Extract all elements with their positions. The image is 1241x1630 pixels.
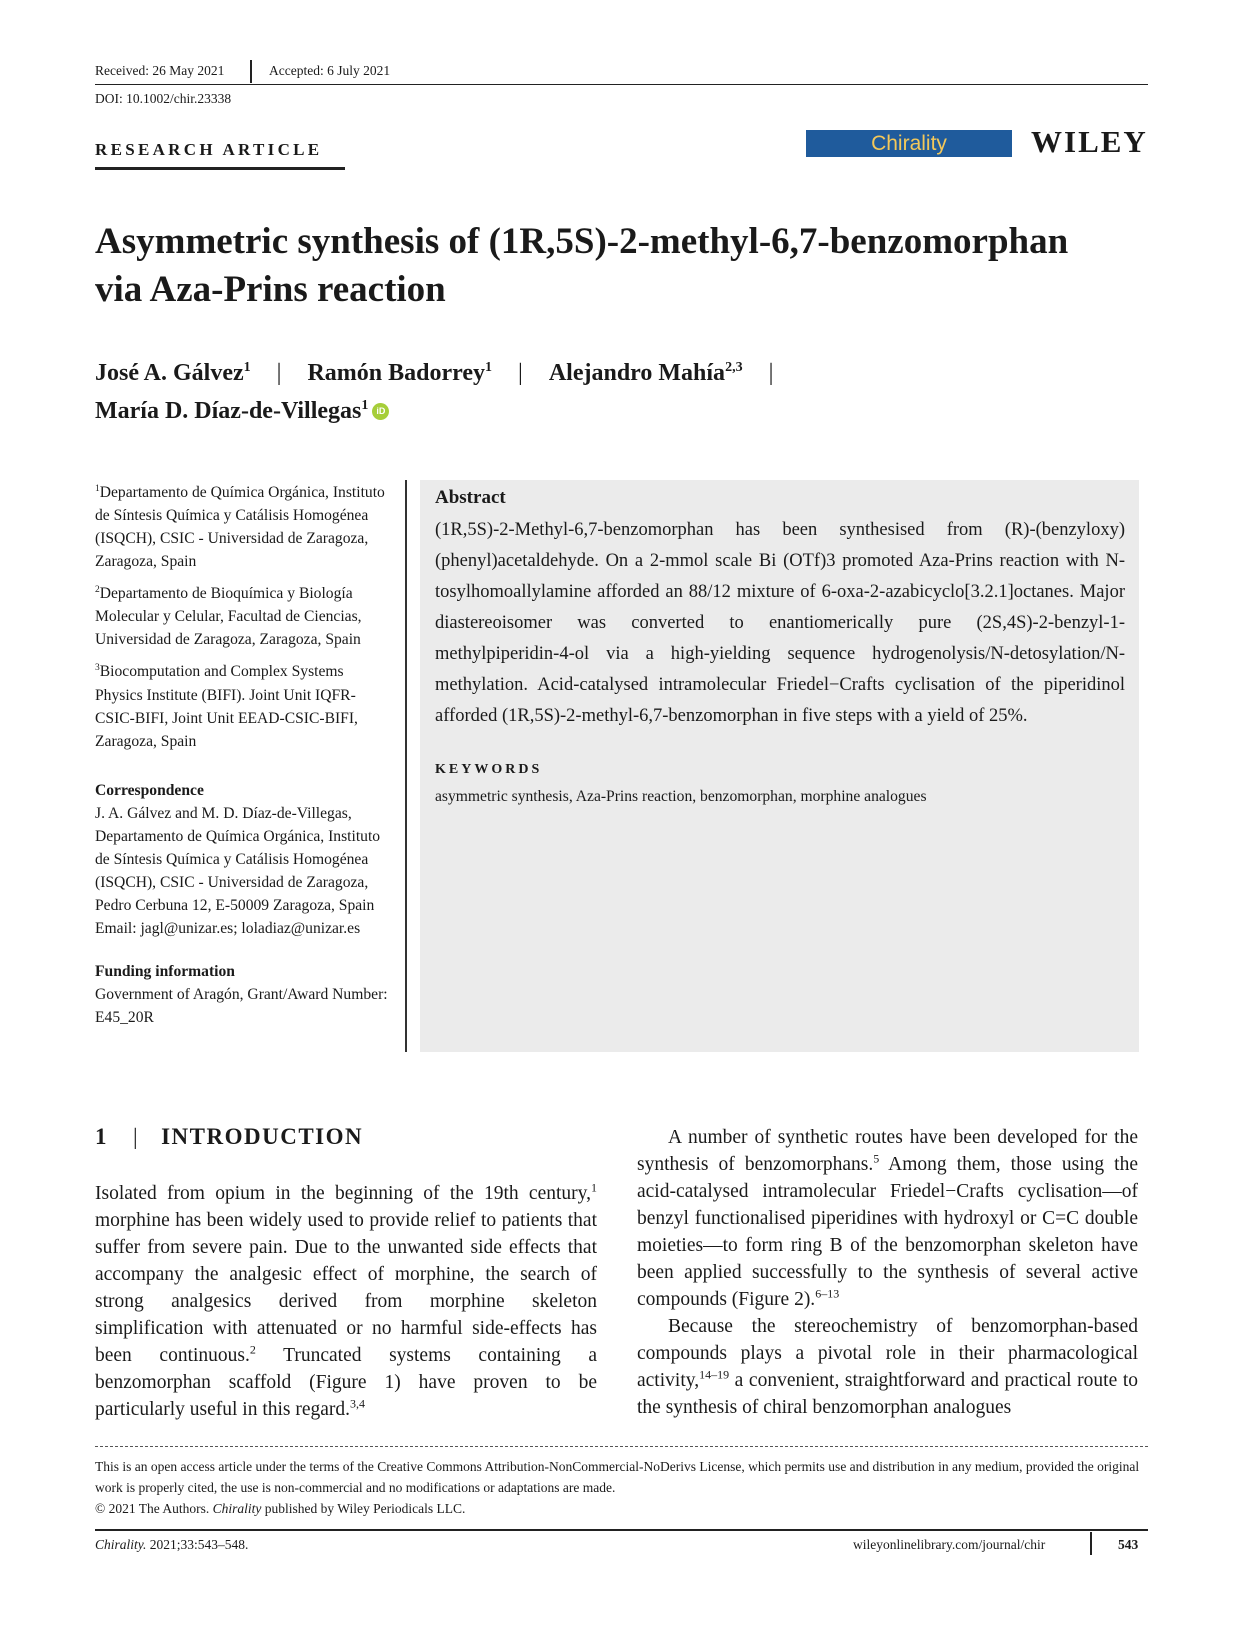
author-affiliation: 1 — [361, 398, 369, 413]
section-heading: 1 | INTRODUCTION — [95, 1124, 364, 1149]
paragraph: A number of synthetic routes have been developed for the synthesis of benzomorphans.$^5$ Among them, those using the acid-catalysed intramolecular Friedel−Crafts cyclisation—of benzyl functionalised piperidines with hydroxyl or C=C double moieties—to form ring B of the benzomorphan skeleton have been applied successfully to the synthesis of several active compounds (Figure 2).$^{6-13}$ — [637, 1127, 1139, 1310]
affiliation: $^2$Departamento de Bioquímica y Biología Molecular y Celular, Facultad de Ciencias, Universidad de Zaragoza, Zaragoza, Spain — [95, 585, 362, 649]
funding-text: Government of Aragón, Grant/Award Number: E45_20R — [95, 985, 388, 1026]
column-divider — [405, 480, 407, 1052]
footer-rule — [95, 1529, 1148, 1531]
orcid-icon[interactable]: iD — [372, 403, 389, 420]
body-column-2 — [637, 1124, 1138, 1421]
body-column-1 — [95, 1180, 597, 1423]
citation[interactable]: 6–13 — [815, 1286, 840, 1301]
citation[interactable]: 2 — [249, 1342, 256, 1357]
correspondence-email[interactable]: Email: jagl@unizar.es; loladiaz@unizar.es — [95, 919, 361, 937]
funding-label: Funding information — [95, 962, 235, 980]
author-list: José A. Gálvez$^1$ | Ramón Badorrey$^1$ | Alejandro Mahía$^{2,3}$ | — [95, 360, 774, 386]
doi[interactable]: DOI: 10.1002/chir.23338 — [95, 91, 232, 106]
article-type-underline — [95, 167, 345, 170]
author-affiliation: 1 — [485, 360, 493, 375]
paragraph: Because the stereochemistry of benzomorphan-based compounds plays a pivotal role in their pharmacological activity,$^{14-19}$ a convenient, straightforward and practical route to the synthesis of chiral benzomorphan analogues — [637, 1316, 1138, 1418]
header-divider — [250, 60, 252, 83]
header-rule — [95, 84, 1148, 85]
keywords-heading: KEYWORDS — [435, 762, 543, 777]
accepted-date: Accepted: 6 July 2021 — [269, 63, 391, 78]
author-affiliation: 1 — [243, 360, 251, 375]
citation[interactable]: 3,4 — [350, 1396, 366, 1411]
correspondence-label: Correspondence — [95, 781, 204, 799]
author-name[interactable]: Alejandro Mahía — [548, 360, 726, 386]
affiliation: $^3$Biocomputation and Complex Systems Physics Institute (BIFI). Joint Unit IQFR-CSIC-BIFI, Joint Unit EEAD-CSIC-BIFI, Zaragoza, Spain — [95, 663, 358, 750]
paragraph: Isolated from opium in the beginning of the 19th century,$^1$ morphine has been widely used to provide relief to patients that suffer from severe pain. Due to the unwanted side effects that accompany the analgesic effect of morphine, the search of strong analgesics derived from morphine skeleton simplification with attenuated or no harmful side-effects has been continuous.$^2$ Truncated systems containing a benzomorphan scaffold (Figure 1) have proven to be particularly useful in this regard.$^{3,4}$ — [95, 1180, 597, 1420]
affiliation: $^1$Departamento de Química Orgánica, Instituto de Síntesis Química y Catálisis Homogénea (ISQCH), CSIC - Universidad de Zaragoza, Zaragoza, Spain — [95, 484, 385, 571]
correspondence-text: J. A. Gálvez and M. D. Díaz-de-Villegas, Departamento de Química Orgánica, Instituto de Síntesis Química y Catálisis Homogénea (ISQCH), CSIC - Universidad de Zaragoza, Pedro Cerbuna 12, E-50009 Zaragoza, Spain — [95, 804, 381, 914]
front-matter-sidebar — [95, 478, 395, 1029]
title-line-2: via Aza-Prins reaction — [95, 269, 446, 310]
title-line-1: Asymmetric synthesis of (1R,5S)-2-methyl-6,7-benzomorphan — [95, 221, 1069, 262]
author-name[interactable]: José A. Gálvez — [95, 360, 244, 386]
section-title: INTRODUCTION — [161, 1124, 364, 1149]
license-notice — [95, 1456, 1148, 1519]
journal-logo: Chirality — [806, 130, 1012, 157]
citation[interactable]: 1 — [591, 1180, 597, 1195]
license-text: This is an open access article under the terms of the Creative Commons Attribution-NonCommercial-NoDerivs License, which permits use and distribution in any medium, provided the original work is properly cited, the use is non-commercial and no modifications or adaptations are made. — [95, 1459, 1140, 1495]
abstract-heading: Abstract — [435, 487, 506, 508]
author-affiliation: 2,3 — [725, 360, 743, 375]
author-name[interactable]: Ramón Badorrey — [307, 360, 486, 386]
article-type: RESEARCH ARTICLE — [95, 140, 323, 159]
page-number: 543 — [1118, 1537, 1139, 1552]
citation[interactable]: 5 — [873, 1151, 880, 1166]
copyright: © 2021 The Authors. Chirality published by Wiley Periodicals LLC. — [95, 1501, 466, 1516]
citation[interactable]: 14–19 — [699, 1367, 730, 1382]
abstract-box — [420, 480, 1139, 1052]
article-title — [95, 218, 1175, 314]
section-number: 1 — [95, 1124, 108, 1149]
author-list-line-2 — [95, 398, 389, 425]
citation-line: Chirality. 2021;33:543–548. — [95, 1537, 249, 1552]
received-date: Received: 26 May 2021 — [95, 63, 225, 78]
author-name[interactable]: María D. Díaz-de-Villegas — [95, 398, 362, 424]
publisher-logo: WILEY — [1031, 124, 1148, 159]
license-divider — [95, 1446, 1148, 1447]
journal-url[interactable]: wileyonlinelibrary.com/journal/chir — [853, 1537, 1046, 1552]
footer-divider — [1090, 1532, 1092, 1555]
keywords-text: asymmetric synthesis, Aza-Prins reaction, benzomorphan, morphine analogues — [435, 788, 927, 805]
abstract-text: (1R,5S)-2-Methyl-6,7-benzomorphan has been synthesised from (R)-(benzyloxy)(phenyl)acetaldehyde. On a 2-mmol scale Bi (OTf)3 promoted Aza-Prins reaction with N-tosylhomoallylamine afforded an 88/12 mixture of 6-oxa-2-azabicyclo[3.2.1]octanes. Major diastereoisomer was converted to enantiomerically pure (2S,4S)-2-benzyl-1- methylpiperidin-4-ol via a high-yielding sequence hydrogenolysis/N-detosylation/N-methylation. Acid-catalysed intramolecular Friedel−Crafts cyclisation of the piperidinol afforded (1R,5S)-2-methyl-6,7-benzomorphan in five steps with a yield of 25%. — [435, 520, 1125, 726]
